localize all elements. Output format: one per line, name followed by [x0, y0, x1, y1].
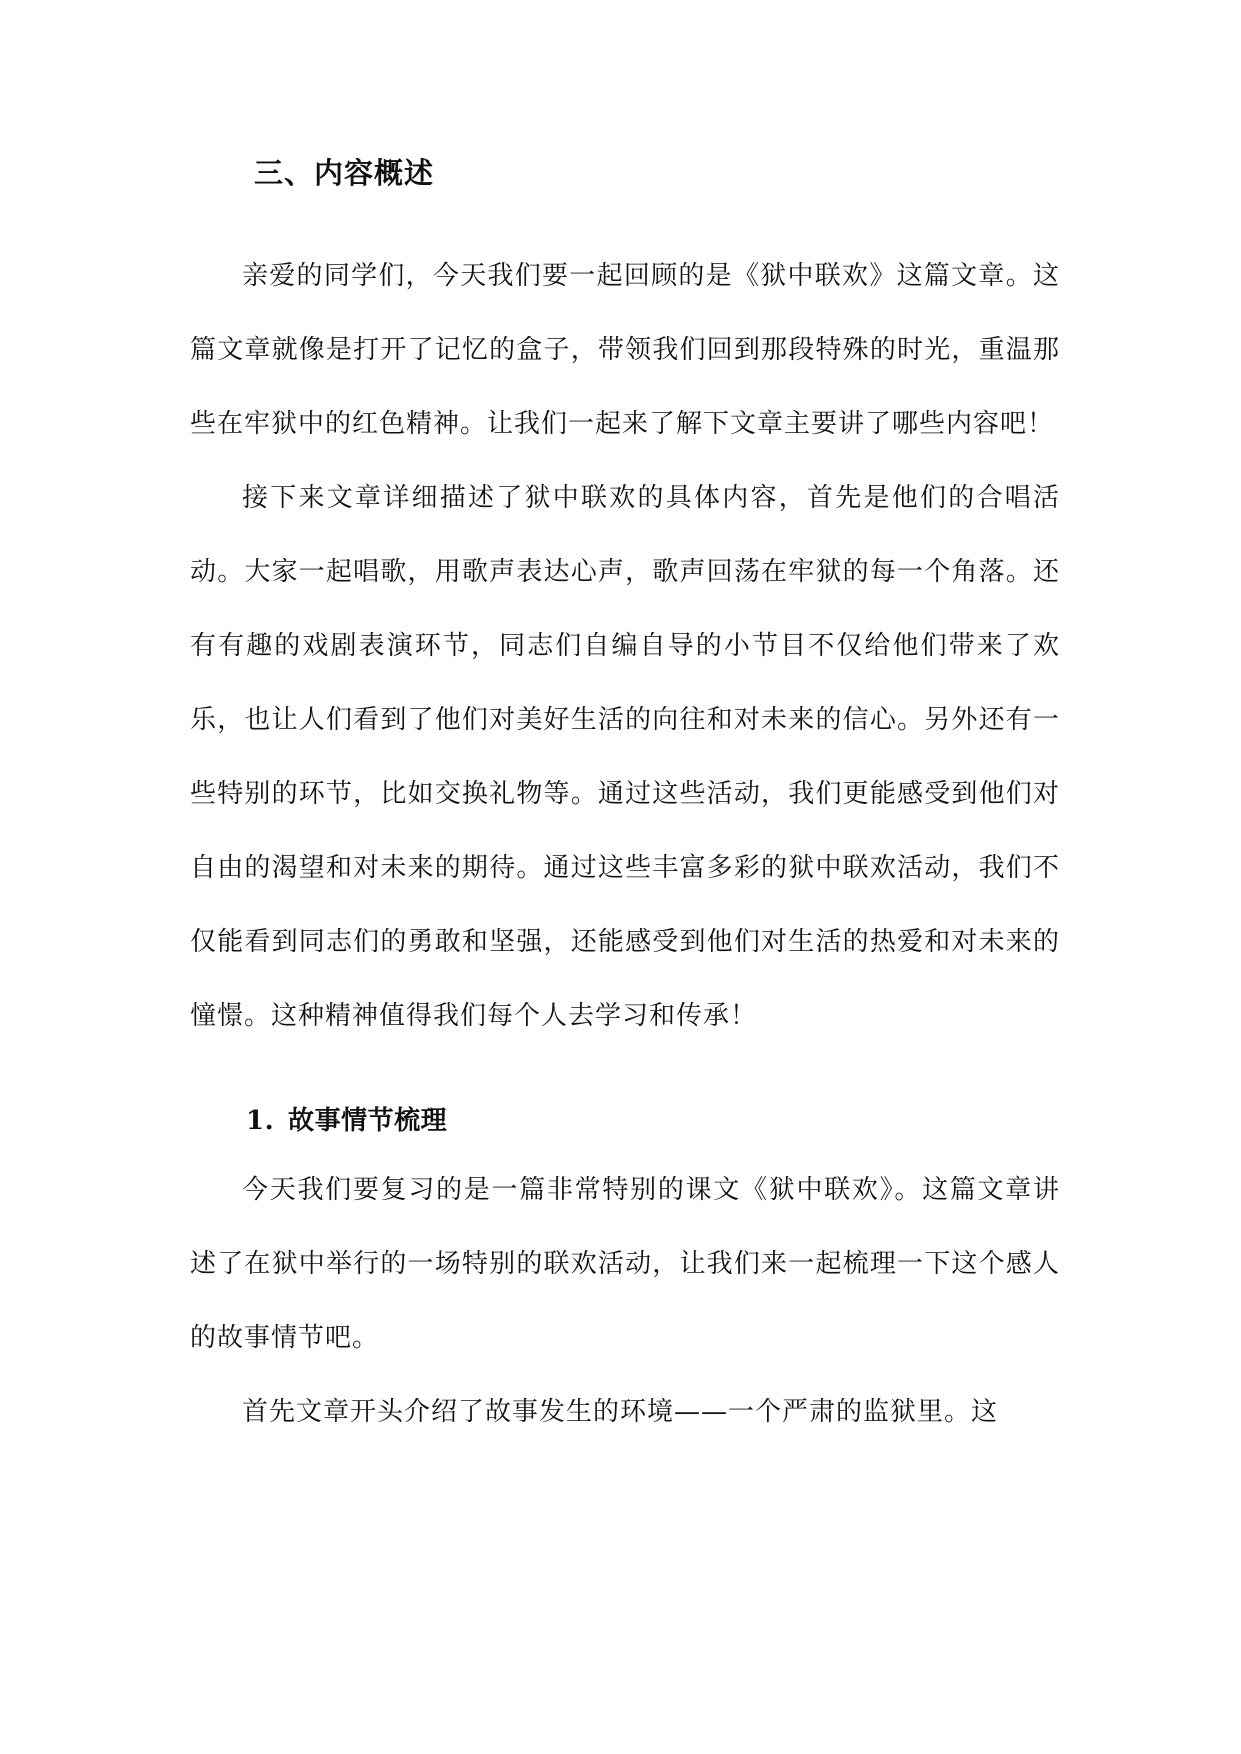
document-body: [190, 145, 1060, 1449]
plot-intro-paragraph: 今天我们要复习的是一篇非常特别的课文《狱中联欢》。这篇文章讲述了在狱中举行的一场特别的联欢活动，让我们来一起梳理一下这个感人的故事情节吧。: [190, 1175, 1060, 1353]
subsection-number: 1.: [246, 1106, 275, 1136]
subsection-heading: [190, 1093, 1060, 1149]
subsection-title: 故事情节梳理: [288, 1106, 448, 1136]
activities-paragraph: 接下来文章详细描述了狱中联欢的具体内容，首先是他们的合唱活动。大家一起唱歌，用歌声表达心声，歌声回荡在牢狱的每一个角落。还有有趣的戏剧表演环节，同志们自编自导的小节目不仅给他们带来了欢乐，也让人们看到了他们对美好生活的向往和对未来的信心。另外还有一些特别的环节，比如交换礼物等。通过这些活动，我们更能感受到他们对自由的渴望和对未来的期待。通过这些丰富多彩的狱中联欢活动，我们不仅能看到同志们的勇敢和坚强，还能感受到他们对生活的热爱和对未来的憧憬。这种精神值得我们每个人去学习和传承！: [190, 483, 1060, 1031]
intro-paragraph: 亲爱的同学们，今天我们要一起回顾的是《狱中联欢》这篇文章。这篇文章就像是打开了记忆的盒子，带领我们回到那段特殊的时光，重温那些在牢狱中的红色精神。让我们一起来了解下文章主要讲了哪些内容吧！: [190, 261, 1060, 439]
section-heading: 三、内容概述: [254, 156, 435, 190]
plot-setting-paragraph: 首先文章开头介绍了故事发生的环境——一个严肃的监狱里。这: [242, 1397, 999, 1427]
